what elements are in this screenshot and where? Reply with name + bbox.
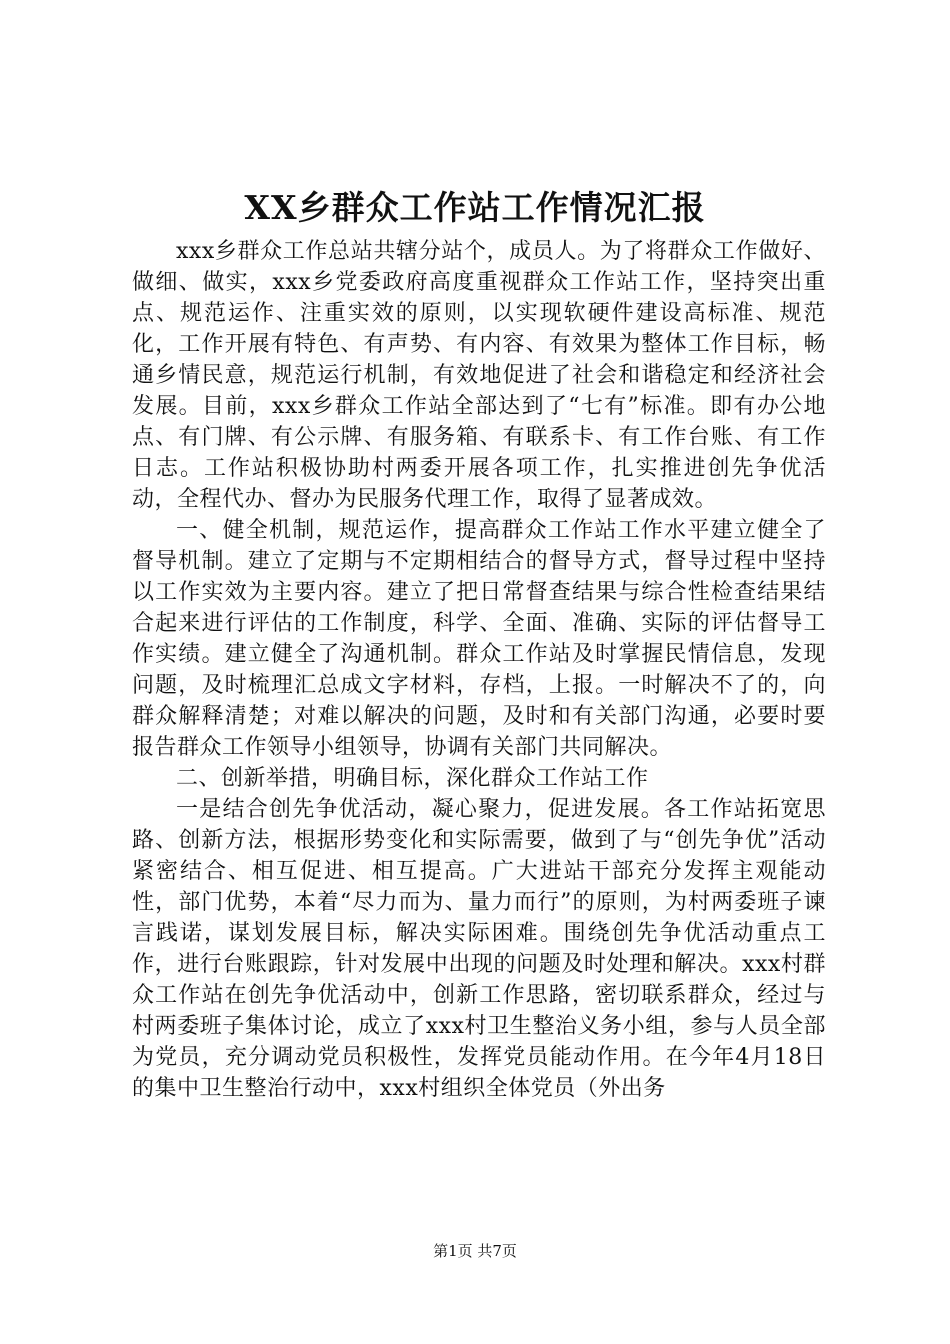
paragraph-section-two-body: 一是结合创先争优活动，凝心聚力，促进发展。各工作站拓宽思路、创新方法，根据形势变化和实际需要，做到了与“创先争优”活动紧密结合、相互促进、相互提高。广大进站干部充分发挥主观能动性，部门优势，本着“尽力而为、量力而行”的原则，为村两委班子谏言践诺，谋划发展目标，解决实际困难。围绕创先争优活动重点工作，进行台账跟踪，针对发展中出现的问题及时处理和解决。xxx村群众工作站在创先争优活动中，创新工作思路，密切联系群众，经过与村两委班子集体讨论，成立了xxx村卫生整治义务小组，参与人员全部为党员，充分调动党员积极性，发挥党员能动作用。在今年4月18日的集中卫生整治行动中，xxx村组织全体党员（外出务: [132, 797, 826, 1101]
paragraph-section-two-heading: 二、创新举措，明确目标，深化群众工作站工作: [176, 766, 649, 791]
page-number-footer: 第1页 共7页: [433, 1242, 517, 1260]
document-body: [132, 236, 826, 1104]
paragraph-intro: xxx乡群众工作总站共辖分站个，成员人。为了将群众工作做好、做细、做实，xxx乡党委政府高度重视群众工作站工作，坚持突出重点、规范运作、注重实效的原则，以实现软硬件建设高标准、规范化，工作开展有特色、有声势、有内容、有效果为整体工作目标，畅通乡情民意，规范运行机制，有效地促进了社会和谐稳定和经济社会发展。目前，xxx乡群众工作站全部达到了“七有”标准。即有办公地点、有门牌、有公示牌、有服务箱、有联系卡、有工作台账、有工作日志。工作站积极协助村两委开展各项工作，扎实推进创先争优活动，全程代办、督办为民服务代理工作，取得了显著成效。: [132, 239, 826, 512]
document-title: XX乡群众工作站工作情况汇报: [244, 188, 706, 227]
paragraph-section-one: 一、健全机制，规范运作，提高群众工作站工作水平建立健全了督导机制。建立了定期与不定期相结合的督导方式，督导过程中坚持以工作实效为主要内容。建立了把日常督查结果与综合性检查结果结合起来进行评估的工作制度，科学、全面、准确、实际的评估督导工作实绩。建立健全了沟通机制。群众工作站及时掌握民情信息，发现问题，及时梳理汇总成文字材料，存档，上报。一时解决不了的，向群众解释清楚；对难以解决的问题，及时和有关部门沟通，必要时要报告群众工作领导小组领导，协调有关部门共同解决。: [132, 518, 826, 760]
